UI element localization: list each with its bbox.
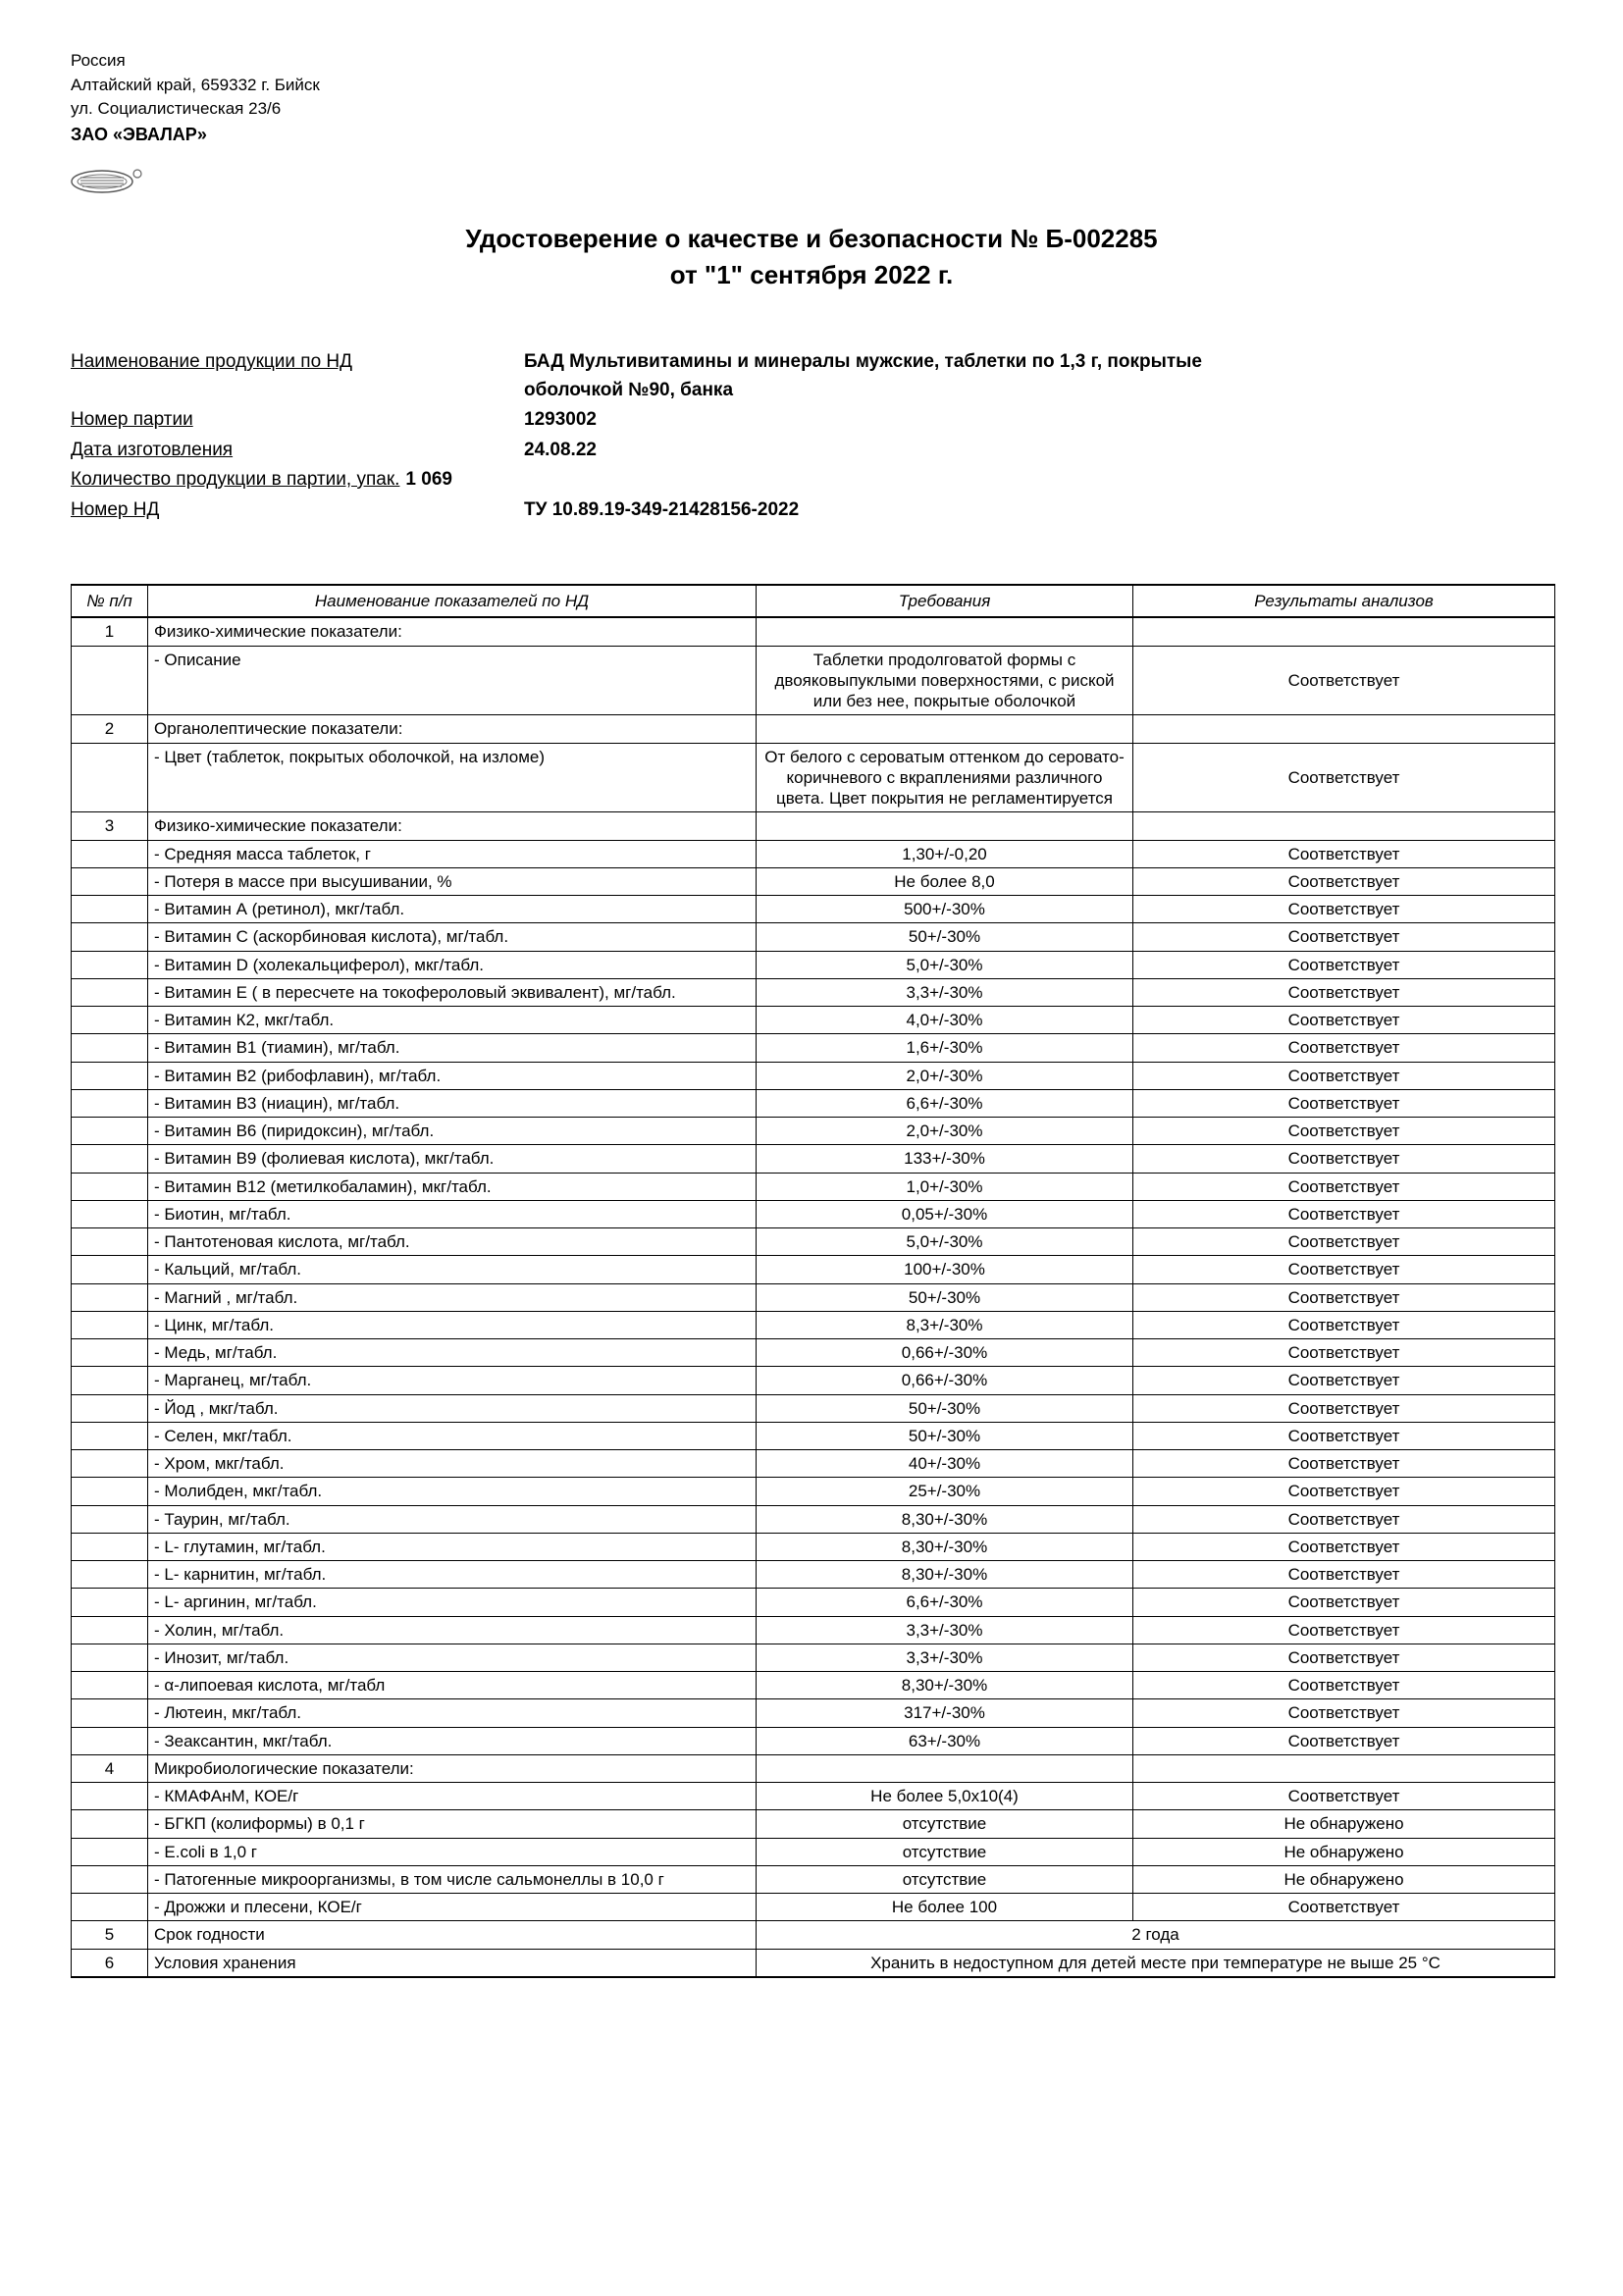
cell-indicator-name: - Витамин К2, мкг/табл. (148, 1007, 757, 1034)
cell-indicator-name: - Витамин А (ретинол), мкг/табл. (148, 896, 757, 923)
cell-number (72, 1644, 148, 1671)
cell-result: Соответствует (1133, 1367, 1555, 1394)
cell-result: Соответствует (1133, 1699, 1555, 1727)
cell-result: Соответствует (1133, 1616, 1555, 1644)
cell-indicator-name: - E.coli в 1,0 г (148, 1838, 757, 1865)
cell-number (72, 1173, 148, 1200)
cell-requirement: 100+/-30% (757, 1256, 1133, 1283)
cell-requirement: 50+/-30% (757, 1422, 1133, 1449)
cell-requirement (757, 617, 1133, 646)
cell-indicator-name: - Витамин В1 (тиамин), мг/табл. (148, 1034, 757, 1062)
table-row (72, 840, 1555, 867)
cell-result: Соответствует (1133, 743, 1555, 812)
cell-number (72, 951, 148, 978)
table-row (72, 1228, 1555, 1256)
table-row (72, 1783, 1555, 1810)
cell-indicator-name: - Средняя масса таблеток, г (148, 840, 757, 867)
table-row (72, 1311, 1555, 1338)
cell-number (72, 840, 148, 867)
meta-value-product: БАД Мультивитамины и минералы мужские, таблетки по 1,3 г, покрытые оболочкой №90, банка (524, 351, 1202, 400)
cell-result: Соответствует (1133, 1118, 1555, 1145)
cell-number (72, 1034, 148, 1062)
cell-result: Соответствует (1133, 867, 1555, 895)
table-row (72, 1256, 1555, 1283)
cell-result: Не обнаружено (1133, 1810, 1555, 1838)
table-row (72, 1283, 1555, 1311)
cell-indicator-name: - Витамин В6 (пиридоксин), мг/табл. (148, 1118, 757, 1145)
meta-label-quantity: Количество продукции в партии, упак. (71, 469, 400, 490)
meta-label-date: Дата изготовления (71, 439, 234, 460)
cell-requirement: Таблетки продолговатой формы с двояковыпуклыми поверхностями, с риской или без нее, покрытые оболочкой (757, 646, 1133, 715)
cell-indicator-name: - КМАФАнМ, КОЕ/г (148, 1783, 757, 1810)
meta-row-product (71, 348, 1552, 404)
header-results: Результаты анализов (1133, 585, 1555, 617)
cell-indicator-name: - Медь, мг/табл. (148, 1339, 757, 1367)
cell-requirement: 3,3+/-30% (757, 978, 1133, 1006)
company-country: Россия (71, 51, 126, 70)
cell-requirement: 2,0+/-30% (757, 1118, 1133, 1145)
cell-indicator-name: - Пантотеновая кислота, мг/табл. (148, 1228, 757, 1256)
cell-number (72, 1810, 148, 1838)
cell-indicator-name: Микробиологические показатели: (148, 1754, 757, 1782)
cell-number (72, 1200, 148, 1227)
cell-indicator-name: - Зеаксантин, мкг/табл. (148, 1727, 757, 1754)
table-row (72, 867, 1555, 895)
cell-indicator-name: - Дрожжи и плесени, КОЕ/г (148, 1894, 757, 1921)
cell-number (72, 1007, 148, 1034)
cell-number (72, 1118, 148, 1145)
specifications-table (71, 584, 1555, 1978)
cell-number: 6 (72, 1949, 148, 1977)
cell-result: Соответствует (1133, 646, 1555, 715)
cell-indicator-name: - L- карнитин, мг/табл. (148, 1561, 757, 1589)
table-row (72, 617, 1555, 646)
cell-requirement: 1,0+/-30% (757, 1173, 1133, 1200)
cell-number: 2 (72, 715, 148, 743)
meta-value-quantity: 1 069 (405, 469, 452, 490)
cell-indicator-name: - Таурин, мг/табл. (148, 1505, 757, 1533)
table-row (72, 1754, 1555, 1782)
cell-requirement: 63+/-30% (757, 1727, 1133, 1754)
cell-number (72, 1672, 148, 1699)
cell-result (1133, 715, 1555, 743)
cell-number (72, 923, 148, 951)
cell-number (72, 1561, 148, 1589)
cell-requirement: 40+/-30% (757, 1450, 1133, 1478)
cell-requirement: От белого с сероватым оттенком до серовато-коричневого с вкраплениями различного цвета. Цвет покрытия не регламентируется (757, 743, 1133, 812)
cell-requirement: 8,3+/-30% (757, 1311, 1133, 1338)
cell-number (72, 1616, 148, 1644)
table-row (72, 1894, 1555, 1921)
cell-requirement: 1,6+/-30% (757, 1034, 1133, 1062)
cell-number (72, 1533, 148, 1560)
cell-number (72, 1505, 148, 1533)
cell-result: Соответствует (1133, 896, 1555, 923)
cell-number (72, 1228, 148, 1256)
cell-result: Соответствует (1133, 1450, 1555, 1478)
cell-requirement: 317+/-30% (757, 1699, 1133, 1727)
cell-number (72, 1478, 148, 1505)
cell-indicator-name: - Селен, мкг/табл. (148, 1422, 757, 1449)
table-row (72, 1533, 1555, 1560)
cell-result: Не обнаружено (1133, 1838, 1555, 1865)
cell-result: Соответствует (1133, 1173, 1555, 1200)
cell-indicator-name: - Потеря в массе при высушивании, % (148, 867, 757, 895)
cell-indicator-name: - Лютеин, мкг/табл. (148, 1699, 757, 1727)
meta-label-product: Наименование продукции по НД (71, 351, 353, 372)
cell-number: 3 (72, 812, 148, 840)
cell-indicator-name: - Витамин В2 (рибофлавин), мг/табл. (148, 1062, 757, 1089)
cell-indicator-name: - Цинк, мг/табл. (148, 1311, 757, 1338)
cell-requirement: 8,30+/-30% (757, 1672, 1133, 1699)
cell-result: Соответствует (1133, 1727, 1555, 1754)
cell-requirement: 0,66+/-30% (757, 1367, 1133, 1394)
cell-indicator-name: - Инозит, мг/табл. (148, 1644, 757, 1671)
cell-indicator-name: Срок годности (148, 1921, 757, 1949)
table-row (72, 1007, 1555, 1034)
cell-result: Соответствует (1133, 978, 1555, 1006)
cell-result: Соответствует (1133, 1672, 1555, 1699)
cell-requirement: 4,0+/-30% (757, 1007, 1133, 1034)
cell-result: Соответствует (1133, 1283, 1555, 1311)
cell-indicator-name: - α-липоевая кислота, мг/табл (148, 1672, 757, 1699)
company-region: Алтайский край, 659332 г. Бийск (71, 75, 320, 94)
table-row (72, 1034, 1555, 1062)
cell-requirement: 6,6+/-30% (757, 1089, 1133, 1117)
cell-indicator-name: - Холин, мг/табл. (148, 1616, 757, 1644)
table-row (72, 1644, 1555, 1671)
cell-result: Соответствует (1133, 1422, 1555, 1449)
table-row (72, 1145, 1555, 1173)
table-row (72, 1561, 1555, 1589)
cell-requirement (757, 715, 1133, 743)
table-row (72, 1422, 1555, 1449)
cell-number (72, 1838, 148, 1865)
cell-number (72, 1367, 148, 1394)
table-row (72, 1810, 1555, 1838)
cell-number (72, 1894, 148, 1921)
table-row (72, 646, 1555, 715)
cell-number (72, 1699, 148, 1727)
table-row (72, 1949, 1555, 1977)
table-row (72, 812, 1555, 840)
cell-requirement: 3,3+/-30% (757, 1616, 1133, 1644)
table-row (72, 1921, 1555, 1949)
document-meta (71, 348, 1552, 526)
header-name: Наименование показателей по НД (148, 585, 757, 617)
cell-indicator-name: - Йод , мкг/табл. (148, 1394, 757, 1422)
cell-number (72, 1283, 148, 1311)
table-row (72, 1062, 1555, 1089)
cell-indicator-name: - Кальций, мг/табл. (148, 1256, 757, 1283)
cell-requirement: 6,6+/-30% (757, 1589, 1133, 1616)
meta-row-quantity (71, 466, 1552, 495)
cell-indicator-name: - Молибден, мкг/табл. (148, 1478, 757, 1505)
cell-requirement: отсутствие (757, 1865, 1133, 1893)
table-row (72, 1450, 1555, 1478)
cell-requirement: 50+/-30% (757, 923, 1133, 951)
cell-number (72, 1727, 148, 1754)
cell-result: Соответствует (1133, 1228, 1555, 1256)
table-row (72, 1367, 1555, 1394)
cell-indicator-name: - Витамин В9 (фолиевая кислота), мкг/табл. (148, 1145, 757, 1173)
cell-result: Соответствует (1133, 1256, 1555, 1283)
cell-result: Соответствует (1133, 923, 1555, 951)
cell-number (72, 978, 148, 1006)
cell-number (72, 867, 148, 895)
cell-result: Соответствует (1133, 1783, 1555, 1810)
cell-requirement: 133+/-30% (757, 1145, 1133, 1173)
table-row (72, 1089, 1555, 1117)
cell-number (72, 896, 148, 923)
meta-value-batch: 1293002 (524, 409, 597, 430)
cell-number (72, 1589, 148, 1616)
cell-number (72, 1062, 148, 1089)
meta-value-date: 24.08.22 (524, 439, 597, 460)
table-row (72, 1838, 1555, 1865)
company-street: ул. Социалистическая 23/6 (71, 99, 282, 119)
cell-result: Соответствует (1133, 1644, 1555, 1671)
cell-number (72, 1450, 148, 1478)
cell-requirement: 25+/-30% (757, 1478, 1133, 1505)
table-row (72, 715, 1555, 743)
cell-requirement: 0,05+/-30% (757, 1200, 1133, 1227)
table-row (72, 1699, 1555, 1727)
cell-result (1133, 1754, 1555, 1782)
cell-indicator-name: - Витамин С (аскорбиновая кислота), мг/табл. (148, 923, 757, 951)
meta-row-batch (71, 406, 1552, 435)
cell-requirement: 5,0+/-30% (757, 1228, 1133, 1256)
table-row (72, 1589, 1555, 1616)
company-name: ЗАО «ЭВАЛАР» (71, 124, 207, 144)
table-row (72, 896, 1555, 923)
cell-number (72, 1783, 148, 1810)
cell-requirement: 500+/-30% (757, 896, 1133, 923)
title-line-2: от "1" сентября 2022 г. (669, 259, 954, 289)
cell-result: Соответствует (1133, 1589, 1555, 1616)
table-row (72, 1173, 1555, 1200)
company-stamp-icon (69, 165, 149, 198)
cell-number (72, 1394, 148, 1422)
cell-indicator-name: - Магний , мг/табл. (148, 1283, 757, 1311)
company-header (71, 49, 320, 147)
cell-result: Соответствует (1133, 1311, 1555, 1338)
cell-indicator-name: Органолептические показатели: (148, 715, 757, 743)
cell-result: Соответствует (1133, 1894, 1555, 1921)
cell-indicator-name: - L- аргинин, мг/табл. (148, 1589, 757, 1616)
cell-requirement: 2 года (757, 1921, 1555, 1949)
cell-indicator-name: - БГКП (колиформы) в 0,1 г (148, 1810, 757, 1838)
table-row (72, 1505, 1555, 1533)
cell-result: Соответствует (1133, 1533, 1555, 1560)
cell-indicator-name: - Витамин В3 (ниацин), мг/табл. (148, 1089, 757, 1117)
cell-result: Соответствует (1133, 840, 1555, 867)
table-body (72, 617, 1555, 1977)
cell-indicator-name: - Витамин В12 (метилкобаламин), мкг/табл. (148, 1173, 757, 1200)
cell-indicator-name: - Описание (148, 646, 757, 715)
table-row (72, 1200, 1555, 1227)
cell-indicator-name: Условия хранения (148, 1949, 757, 1977)
cell-requirement: 5,0+/-30% (757, 951, 1133, 978)
cell-requirement: Не более 100 (757, 1894, 1133, 1921)
cell-result: Соответствует (1133, 1089, 1555, 1117)
meta-row-nd (71, 496, 1552, 525)
cell-number (72, 1256, 148, 1283)
table-row (72, 1865, 1555, 1893)
cell-number (72, 1311, 148, 1338)
table-header-row (72, 585, 1555, 617)
table-row (72, 923, 1555, 951)
cell-result: Соответствует (1133, 1007, 1555, 1034)
table-row (72, 978, 1555, 1006)
cell-requirement: отсутствие (757, 1838, 1133, 1865)
title-line-1: Удостоверение о качестве и безопасности № Б-002285 (465, 224, 1158, 253)
cell-result: Не обнаружено (1133, 1865, 1555, 1893)
cell-indicator-name: - Патогенные микроорганизмы, в том числе сальмонеллы в 10,0 г (148, 1865, 757, 1893)
cell-requirement: 50+/-30% (757, 1283, 1133, 1311)
cell-indicator-name: Физико-химические показатели: (148, 812, 757, 840)
cell-indicator-name: - Витамин Е ( в пересчете на токофероловый эквивалент), мг/табл. (148, 978, 757, 1006)
cell-requirement: 8,30+/-30% (757, 1561, 1133, 1589)
header-num: № п/п (72, 585, 148, 617)
cell-result: Соответствует (1133, 1394, 1555, 1422)
cell-indicator-name: - Биотин, мг/табл. (148, 1200, 757, 1227)
cell-result: Соответствует (1133, 1200, 1555, 1227)
cell-indicator-name: - Витамин D (холекальциферол), мкг/табл. (148, 951, 757, 978)
cell-number (72, 1422, 148, 1449)
cell-requirement: Не более 5,0х10(4) (757, 1783, 1133, 1810)
cell-number (72, 1145, 148, 1173)
cell-result: Соответствует (1133, 1339, 1555, 1367)
cell-result: Соответствует (1133, 951, 1555, 978)
cell-requirement: Не более 8,0 (757, 867, 1133, 895)
meta-label-batch: Номер партии (71, 409, 193, 430)
cell-indicator-name: Физико-химические показатели: (148, 617, 757, 646)
table-row (72, 1672, 1555, 1699)
cell-result: Соответствует (1133, 1034, 1555, 1062)
cell-indicator-name: - Марганец, мг/табл. (148, 1367, 757, 1394)
cell-number: 5 (72, 1921, 148, 1949)
cell-requirement: 8,30+/-30% (757, 1533, 1133, 1560)
cell-requirement (757, 1754, 1133, 1782)
meta-value-nd: ТУ 10.89.19-349-21428156-2022 (524, 498, 800, 520)
cell-requirement: 0,66+/-30% (757, 1339, 1133, 1367)
table-row (72, 951, 1555, 978)
header-requirements: Требования (757, 585, 1133, 617)
cell-result: Соответствует (1133, 1062, 1555, 1089)
table-row (72, 743, 1555, 812)
cell-requirement: отсутствие (757, 1810, 1133, 1838)
table-row (72, 1394, 1555, 1422)
cell-indicator-name: - Цвет (таблеток, покрытых оболочкой, на изломе) (148, 743, 757, 812)
cell-result: Соответствует (1133, 1145, 1555, 1173)
cell-requirement: 1,30+/-0,20 (757, 840, 1133, 867)
cell-result: Соответствует (1133, 1478, 1555, 1505)
cell-result (1133, 812, 1555, 840)
cell-result: Соответствует (1133, 1505, 1555, 1533)
cell-requirement: 8,30+/-30% (757, 1505, 1133, 1533)
table-row (72, 1727, 1555, 1754)
cell-number: 1 (72, 617, 148, 646)
cell-indicator-name: - L- глутамин, мг/табл. (148, 1533, 757, 1560)
page-title (0, 221, 1623, 293)
table-row (72, 1339, 1555, 1367)
table-row (72, 1616, 1555, 1644)
cell-requirement (757, 812, 1133, 840)
cell-number (72, 1339, 148, 1367)
cell-requirement: 2,0+/-30% (757, 1062, 1133, 1089)
cell-number (72, 1865, 148, 1893)
cell-number (72, 1089, 148, 1117)
meta-row-date (71, 437, 1552, 465)
cell-requirement: 50+/-30% (757, 1394, 1133, 1422)
cell-number (72, 646, 148, 715)
cell-result: Соответствует (1133, 1561, 1555, 1589)
cell-requirement: Хранить в недоступном для детей месте при температуре не выше 25 °С (757, 1949, 1555, 1977)
meta-label-nd: Номер НД (71, 498, 160, 520)
table-row (72, 1118, 1555, 1145)
cell-requirement: 3,3+/-30% (757, 1644, 1133, 1671)
table-row (72, 1478, 1555, 1505)
cell-number (72, 743, 148, 812)
cell-result (1133, 617, 1555, 646)
cell-indicator-name: - Хром, мкг/табл. (148, 1450, 757, 1478)
cell-number: 4 (72, 1754, 148, 1782)
